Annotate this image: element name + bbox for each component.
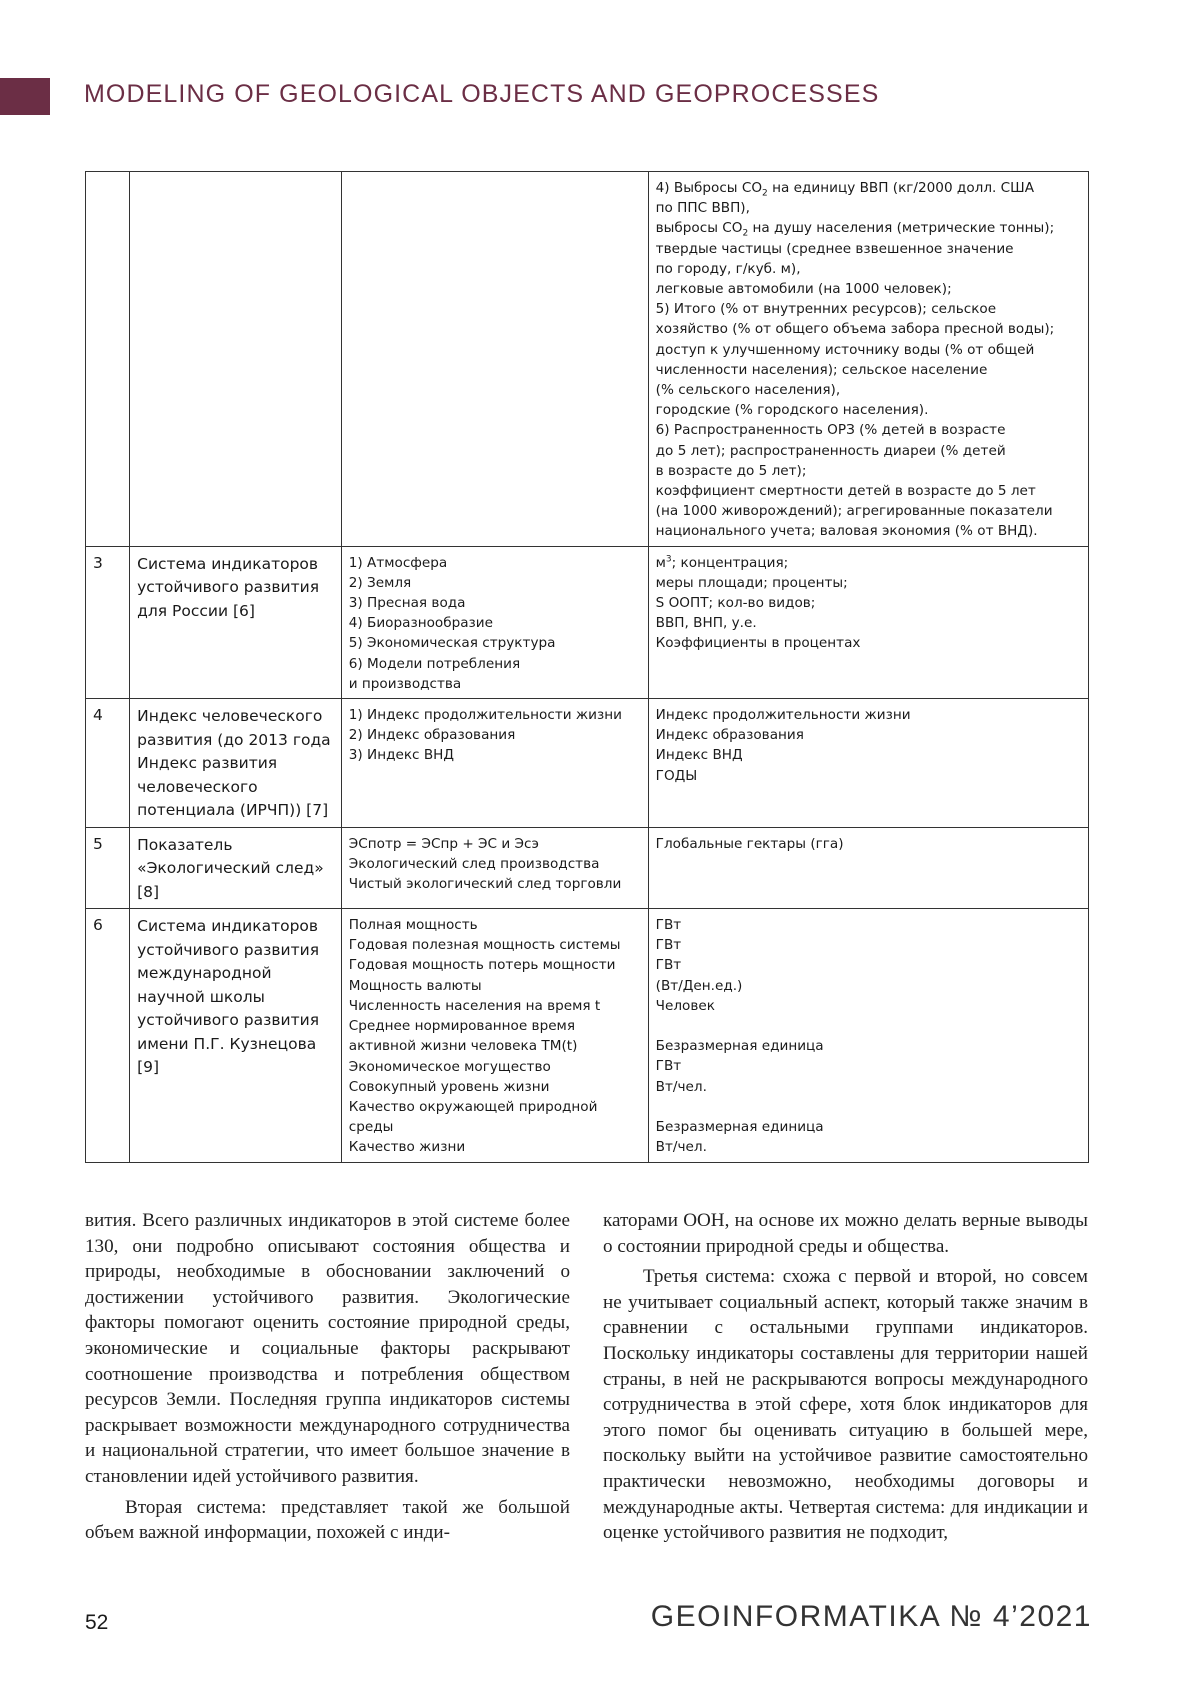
component-line: 5) Экономическая структура	[348, 635, 556, 652]
unit-line: Вт/чел.	[655, 1078, 707, 1095]
cell-num: 6	[86, 909, 130, 1162]
unit-line: Коэффициенты в процентах	[655, 635, 861, 652]
component-line: активной жизни человека TM(t)	[348, 1038, 578, 1055]
paragraph: Третья система: схожа с первой и второй, но совсем не учитывает социальный аспект, который также значим в сравнении с остальными группами индикаторов. Поскольку индикаторы составлены для территории нашей страны, в ней не раскрываются вопросы международного сотрудничества в этой сфере, хотя блок индикаторов для этого помог бы оценивать ситуацию в большей мере, поскольку выйти на устойчивое развитие самостоятельно практически невозможно, необходимы договоры и международные акты. Четвертая система: для индикации и оценке устойчивого развития не подходит,	[603, 1266, 1088, 1544]
unit-line: меры площади; проценты;	[655, 574, 848, 591]
component-line: 1) Атмосфера	[348, 554, 448, 571]
indicators-table	[85, 171, 1089, 1163]
component-line: Экономическое могущество	[348, 1058, 551, 1075]
unit-line: ГВт	[655, 957, 682, 974]
table-row	[86, 699, 1089, 828]
component-line: 1) Индекс продолжительности жизни	[348, 707, 622, 724]
header-color-bar	[0, 78, 50, 115]
unit-line: хозяйство (% от общего объема забора пресной воды);	[655, 321, 1055, 338]
component-line: Совокупный уровень жизни	[348, 1078, 550, 1095]
cell-units	[648, 172, 1088, 547]
unit-line: (% сельского населения),	[655, 382, 841, 399]
unit-line: национального учета; валовая экономия (% от ВНД).	[655, 523, 1038, 540]
table-row-continued	[86, 172, 1089, 547]
component-line: Чистый экологический след торговли	[348, 875, 622, 892]
journal-name: GEOINFORMATIKA № 4’2021	[650, 1600, 1092, 1633]
cell-components	[341, 172, 648, 547]
component-line: 3) Индекс ВНД	[348, 747, 455, 764]
unit-line: городские (% городского населения).	[655, 402, 929, 419]
table-row	[86, 909, 1089, 1162]
unit-line: легковые автомобили (на 1000 человек);	[655, 281, 952, 298]
unit-line: S ООПТ; кол-во видов;	[655, 595, 816, 612]
unit-line: Индекс продолжительности жизни	[655, 707, 911, 724]
component-line: 4) Биоразнообразие	[348, 615, 493, 632]
unit-line: по городу, г/куб. м),	[655, 260, 801, 277]
table-row	[86, 546, 1089, 698]
unit-line: 5) Итого (% от внутренних ресурсов); сельское	[655, 301, 997, 318]
cell-name: Система индикаторов устойчивого развития для России [6]	[130, 546, 342, 698]
unit-line	[656, 1097, 1082, 1117]
component-line: Качество окружающей природной	[348, 1098, 598, 1115]
unit-line: ГОДЫ	[655, 767, 698, 784]
unit-line: Индекс образования	[655, 727, 804, 744]
component-line: Годовая мощность потерь мощности	[348, 957, 616, 974]
running-header: MODELING OF GEOLOGICAL OBJECTS AND GEOPROCESSES	[84, 80, 880, 108]
unit-line: (на 1000 живорождений); агрегированные показатели	[655, 503, 1053, 520]
component-line: 3) Пресная вода	[348, 595, 466, 612]
cell-name: Показатель «Экологический след» [8]	[130, 827, 342, 909]
unit-line: Безразмерная единица	[655, 1038, 824, 1055]
cell-components	[341, 699, 648, 828]
component-line: Полная мощность	[348, 917, 478, 934]
unit-line: 6) Распространенность ОРЗ (% детей в возрасте	[655, 422, 1006, 439]
component-line: ЭСпотр = ЭСпр + ЭС и Эсэ	[348, 835, 539, 852]
cell-name: Система индикаторов устойчивого развития международной научной школы устойчивого развития имени П.Г. Кузнецова [9]	[130, 909, 342, 1162]
unit-line: коэффициент смертности детей в возрасте до 5 лет	[655, 483, 1036, 500]
unit-line: Вт/чел.	[655, 1138, 707, 1155]
cell-units	[648, 827, 1088, 909]
unit-line: Глобальные гектары (гга)	[655, 835, 844, 852]
table-row	[86, 827, 1089, 909]
cell-num	[86, 172, 130, 547]
unit-line: (Вт/Ден.ед.)	[655, 977, 743, 994]
cell-name	[130, 172, 342, 547]
cell-units	[648, 546, 1088, 698]
unit-line: Безразмерная единица	[655, 1118, 824, 1135]
component-line: 2) Индекс образования	[348, 727, 516, 744]
paragraph: Вторая система: представляет такой же большой объем важной информации, похожей с инди-	[85, 1496, 570, 1544]
unit-line: ГВт	[655, 917, 682, 934]
component-line: и производства	[348, 675, 462, 692]
unit-line	[656, 1016, 1082, 1036]
cell-num: 4	[86, 699, 130, 828]
component-line: Качество жизни	[348, 1139, 466, 1156]
unit-line: в возрасте до 5 лет);	[655, 462, 807, 479]
unit-line: ВВП, ВНП, у.е.	[655, 615, 757, 632]
body-column-right	[603, 1208, 1088, 1551]
paragraph: каторами ООН, на основе их можно делать верные выводы о состоянии природной среды и общества.	[603, 1210, 1088, 1257]
component-line: среды	[348, 1119, 394, 1136]
unit-line: ГВт	[655, 1058, 682, 1075]
cell-num: 3	[86, 546, 130, 698]
cell-units	[648, 699, 1088, 828]
component-line: Среднее нормированное время	[348, 1018, 575, 1035]
component-line: Численность населения на время t	[348, 997, 601, 1014]
unit-line: численности населения); сельское население	[655, 361, 988, 378]
component-line: 6) Модели потребления	[348, 655, 521, 672]
unit-line: ГВт	[655, 937, 682, 954]
unit-line: по ППС ВВП),	[655, 200, 750, 217]
unit-line: Индекс ВНД	[655, 747, 743, 764]
cell-num: 5	[86, 827, 130, 909]
paragraph: вития. Всего различных индикаторов в этой системе более 130, они подробно описывают состояния общества и природы, необходимые в обосновании заключений о достижении устойчивого развития. Экологические факторы помогают оценить состояние природной среды, экономические и социальные факторы раскрывают соотношение производства и потребления обществом ресурсов Земли. Последняя группа индикаторов системы раскрывает возможности международного сотрудничества и национальной стратегии, что имеет большое значение в становлении идей устойчивого развития.	[85, 1210, 570, 1487]
unit-line: до 5 лет); распространенность диареи (% детей	[655, 442, 1006, 459]
cell-components	[341, 827, 648, 909]
component-line: 2) Земля	[348, 574, 412, 591]
component-line: Экологический след производства	[348, 855, 600, 872]
cell-units	[648, 909, 1088, 1162]
component-line: Мощность валюты	[348, 977, 482, 994]
body-column-left	[85, 1208, 570, 1551]
cell-name: Индекс человеческого развития (до 2013 года Индекс развития человеческого потенциала (ИРЧП)) [7]	[130, 699, 342, 828]
unit-line: выбросы $CO_2$ на душу населения (метрические тонны);	[655, 220, 1055, 240]
unit-line: доступ к улучшенному источнику воды (% от общей	[655, 341, 1035, 358]
page-number: 52	[85, 1611, 109, 1634]
unit-line: твердые частицы (среднее взвешенное значение	[655, 240, 1014, 257]
unit-line: 4) Выбросы $CO_2$ на единицу ВВП (кг/2000 долл. США	[655, 180, 1034, 199]
unit-line: Человек	[655, 997, 715, 1014]
cell-components	[341, 546, 648, 698]
cell-components	[341, 909, 648, 1162]
unit-line: $м^3$; концентрация;	[655, 554, 789, 571]
component-line: Годовая полезная мощность системы	[348, 937, 621, 954]
